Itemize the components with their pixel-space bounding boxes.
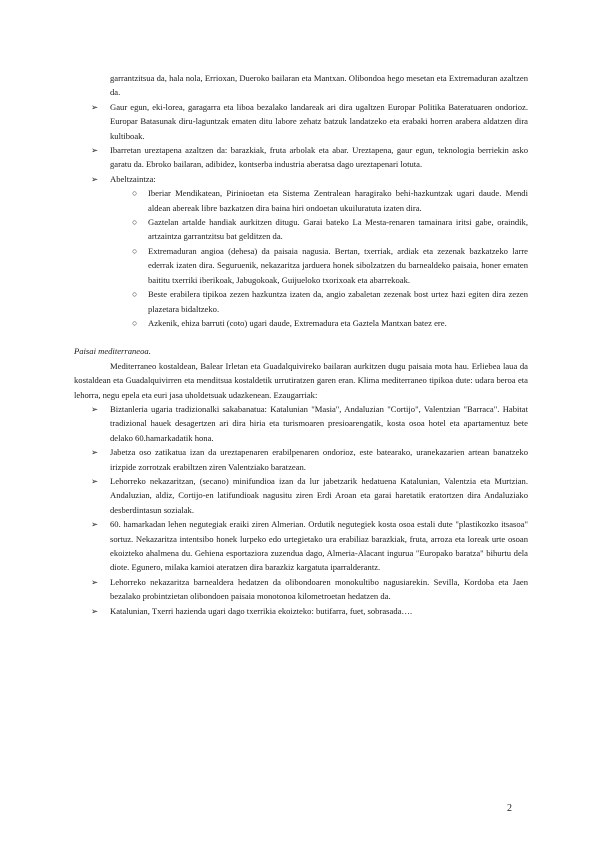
sub-item-text: Gaztelan artalde handiak aurkitzen ditugu. Garai bateko La Mesta-renaren tamainara iritsi gabe, oraindik, artzaintza garrantzitsu bat gelditzen da. xyxy=(148,217,528,242)
bullet-item xyxy=(74,402,528,445)
arrow-bullet-icon: ➢ xyxy=(91,605,99,616)
bullet-item xyxy=(74,172,528,186)
arrow-bullet-icon: ➢ xyxy=(91,101,99,112)
sub-item xyxy=(74,316,528,330)
circle-bullet-icon: ○ xyxy=(132,317,138,328)
sub-item xyxy=(74,186,528,215)
bullet-item xyxy=(74,575,528,604)
circle-bullet-icon: ○ xyxy=(132,188,138,199)
sub-item-text: Azkenik, ehiza barruti (coto) ugari daude, Extremadura eta Gaztela Mantxan batez ere. xyxy=(148,317,447,328)
sub-item xyxy=(74,244,528,287)
circle-bullet-icon: ○ xyxy=(132,217,138,228)
bullet-item xyxy=(74,604,528,618)
bullet-text: Abeltzaintza: xyxy=(110,173,156,184)
sub-item xyxy=(74,215,528,244)
bullet-item xyxy=(74,100,528,143)
arrow-bullet-icon: ➢ xyxy=(91,519,99,530)
bullet-item xyxy=(74,474,528,517)
circle-bullet-icon: ○ xyxy=(132,245,138,256)
arrow-bullet-icon: ➢ xyxy=(91,447,99,458)
page-content xyxy=(74,71,528,618)
bullet-text: Ibarretan ureztapena azaltzen da: barazkiak, fruta arbolak eta abar. Ureztapena, gaur egun, teknologia berriekin asko garatu da. Ebroko bailaran, adibidez, kontserba industria aberatsa dago ureztapenari lotuta. xyxy=(110,145,528,170)
arrow-bullet-icon: ➢ xyxy=(91,576,99,587)
bullet-item xyxy=(74,143,528,172)
bullet-text: 60. hamarkadan lehen negutegiak eraiki ziren Almerian. Ordutik negutegiek kosta osoa estali dute "plastikozko itsasoa" sortuz. Nekazaritza intentsibo honek lurpeko edo urtegietako ura erabiliaz barazkiak, fruta, arroza eta loreak urte osoan ekoizteko ahalmena du. Gehiena esportaziora zuzendua dago, Almeria-Alacant ingurua "Europako baratza" bihurtu dela diote. Egunero, milaka kamioi ateratzen dira barazkiz kargatuta iparralderantz. xyxy=(110,519,528,573)
sub-item xyxy=(74,287,528,316)
bullet-item xyxy=(74,517,528,575)
bullet-text: Lehorreko nekazaritzan, (secano) minifundioa izan da lur jabetzarik hedatuena Katalunian, Valentzia eta Murtzian. Andaluzian, aldiz, Cortijo-en latifundioak nagusitu ziren Erdi Aroan eta garai haretatik eratortzen dira Andaluziako desberdintasun sozialak. xyxy=(110,475,528,515)
bullet-text: Jabetza oso zatikatua izan da ureztapenaren erabilpenaren ondorioz, este batearako, uranekazarien artean banatzeko irizpide zorrotzak erabiltzen ziren Valentziako baratzean. xyxy=(110,447,528,472)
bullet-item xyxy=(74,445,528,474)
arrow-bullet-icon: ➢ xyxy=(91,173,99,184)
sub-item-text: Extremaduran angioa (dehesa) da paisaia nagusia. Bertan, txerriak, ardiak eta zezenak bazkatzeko larre ederrak izaten dira. Seguruenik, nekazaritza jarduera honek sibolzatzen du barnealdeko paisaia, honer ematen baititu txerriki iberikoak, Jabugokoak, Guijueloko txorixoak eta abarrekoak. xyxy=(148,245,528,285)
bullet-text: Gaur egun, eki-lorea, garagarra eta liboa bezalako landareak ari dira ugaltzen Europar Politika Bateratuaren ondorioz. Europar Batasunak diru-laguntzak ematen ditu labore zehatz batzuk landatzeko eta erabaki horren arabera aldatzen dira kultiboak. xyxy=(110,101,528,141)
bullet-text: Katalunian, Txerri hazienda ugari dago txerrikia ekoizteko: butifarra, fuet, sobrasada…. xyxy=(110,605,413,616)
bullet-text: Biztanleria ugaria tradizionalki sakabanatua: Katalunian "Masia", Andaluzian "Cortijo", Valentzian "Barraca". Habitat tradizional hauek desagertzen ari dira hiria eta turismoaren presioarengatik, kosta osoa hotel eta apartamentuz bete delako 60.hamarkadatik hona. xyxy=(110,403,528,443)
section-heading: Paisai mediterraneoa. xyxy=(74,346,151,357)
arrow-bullet-icon: ➢ xyxy=(91,403,99,414)
circle-bullet-icon: ○ xyxy=(132,289,138,300)
sub-item-text: Beste erabilera tipikoa zezen hazkuntza izaten da, angio zabaletan zezenak bost urtez hazi egiten dira zezen plazetara bidaltzeko. xyxy=(148,289,528,314)
page-number: 2 xyxy=(507,803,512,814)
bullet-text: Lehorreko nekazaritza barnealdera hedatzen da olibondoaren monokultibo nagusiarekin. Sevilla, Kordoba eta Jaen bezalako probintzietan olibondoen paisaia monotonoa kilometroetan hedatzen da. xyxy=(110,576,528,602)
section-intro: Mediterraneo kostaldean, Balear Irletan eta Guadalquivireko bailaran aurkitzen dugu paisaia mota hau. Erliebea laua da kostaldean eta Guadalquivirren eta menditsua kostaldetik urrutiratzen garen eran. Klima mediterraneo tipikoa dute: udara beroa eta lehorra, negu epela eta euri jasa uholdetsuak udazkenean. Ezaugarriak: xyxy=(74,360,528,400)
arrow-bullet-icon: ➢ xyxy=(91,145,99,156)
arrow-bullet-icon: ➢ xyxy=(91,475,99,486)
intro-continuation: garrantzitsua da, hala nola, Errioxan, Dueroko bailaran eta Mantxan. Olibondoa hego mesetan eta Extremaduran azaltzen da. xyxy=(110,73,528,98)
sub-item-text: Iberiar Mendikatean, Pirinioetan eta Sistema Zentralean haragirako behi-hazkuntzak ugari daude. Mendi aldean abereak libre bazkatzen dira baina hiri ondoetan ukuiluratuta izaten dira. xyxy=(148,188,528,213)
